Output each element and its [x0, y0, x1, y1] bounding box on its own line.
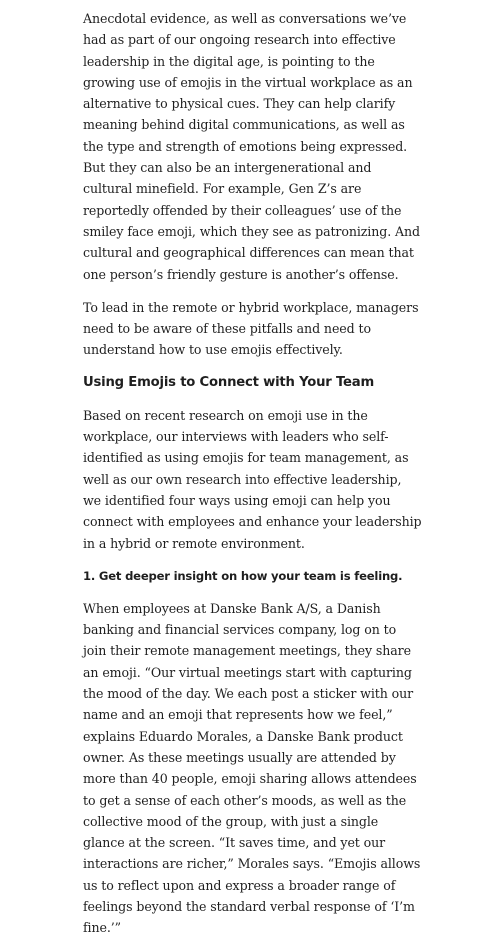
- paragraph-research-summary: Based on recent research on emoji use in the workplace, our interviews with leaders who self-identified as using emojis for team management, as well as our own research into effective leadership, we identified four ways using emoji can help you connect with employees and enhance your leadership in a hybrid or remote environment.: [83, 407, 422, 551]
- paragraph-remote-leadership: To lead in the remote or hybrid workplace, managers need to be aware of these pitfalls and need to understand how to use emojis effectively.: [83, 299, 419, 358]
- numbered-subheading: 1. Get deeper insight on how your team is feeling.: [83, 568, 403, 583]
- paragraph-danske-bank-example: When employees at Danske Bank A/S, a Danish banking and financial services company, log on to join their remote management meetings, they share an emoji. “Our virtual meetings start with capturing the mood of the day. We each post a sticker with our name and an emoji that represents how we feel,” explains Eduardo Morales, a Danske Bank product owner. As these meetings usually are attended by more than 40 people, emoji sharing allows attendees to get a sense of each other’s moods, as well as the collective mood of the group, with just a single glance at the screen. “It saves time, and yet our interactions are richer,” Morales says. “Emojis allows us to reflect upon and express a broader range of feelings beyond the standard verbal response of ‘I’m fine.’”: [83, 600, 421, 936]
- section-heading: Using Emojis to Connect with Your Team: [83, 374, 375, 390]
- paragraph-emoji-evidence: Anecdotal evidence, as well as conversations we’ve had as part of our ongoing research into effective leadership in the digital age, is pointing to the growing use of emojis in the virtual workplace as an alternative to physical cues. They can help clarify meaning behind digital communications, as well as the type and strength of emotions being expressed. But they can also be an intergenerational and cultural minefield. For example, Gen Z’s are reportedly offended by their colleagues’ use of the smiley face emoji, which they see as patronizing. And cultural and geographical differences can mean that one person’s friendly gesture is another’s offense.: [83, 11, 420, 282]
- article-body: [83, 8, 423, 951]
